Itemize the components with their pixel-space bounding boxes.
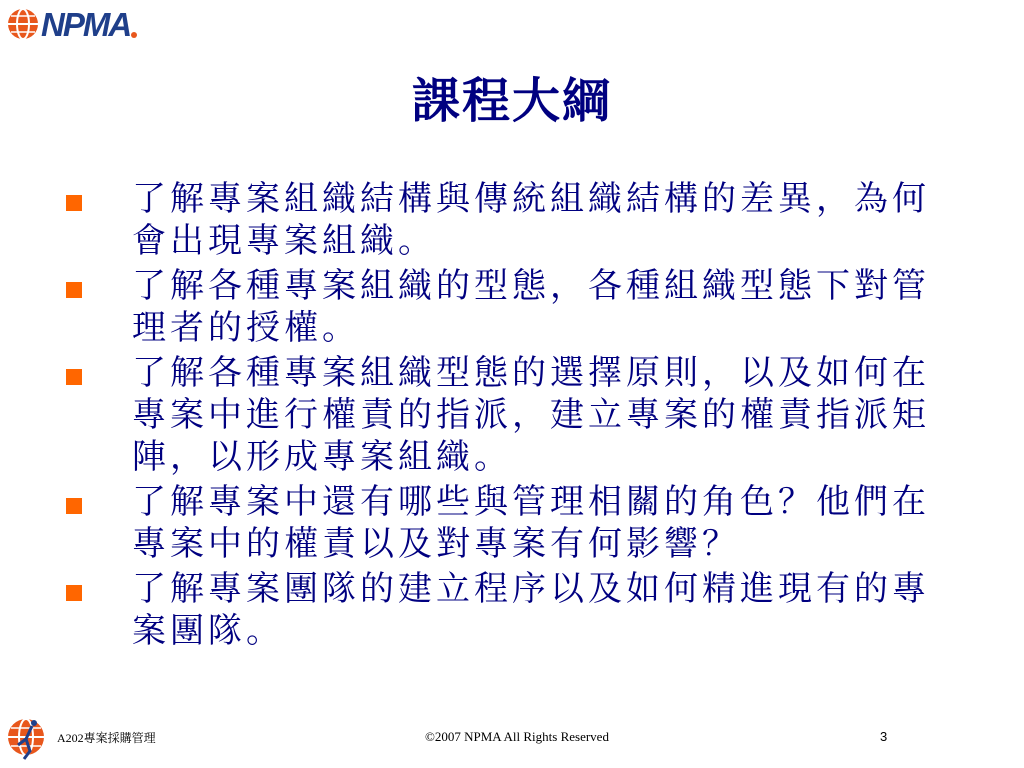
square-bullet-icon xyxy=(66,369,82,385)
globe-icon xyxy=(6,7,40,41)
bullet-text: 了解各種專案組織型態的選擇原則，以及如何在專案中進行權責的指派，建立專案的權責指派矩陣，以形成專案組織。 xyxy=(132,353,930,477)
copyright-text: ©2007 NPMA All Rights Reserved xyxy=(425,729,609,744)
logo-wordmark: NPMA xyxy=(41,5,131,43)
bullet-text: 了解專案中還有哪些與管理相關的角色？他們在專案中的權責以及對專案有何影響？ xyxy=(132,482,930,564)
bullet-item xyxy=(62,352,942,478)
square-bullet-icon xyxy=(66,195,82,211)
bullet-text: 了解專案組織結構與傳統組織結構的差異，為何會出現專案組織。 xyxy=(132,179,930,261)
bullet-item xyxy=(62,265,942,349)
square-bullet-icon xyxy=(66,585,82,601)
page-number: 3 xyxy=(880,729,888,744)
bullet-text: 了解專案團隊的建立程序以及如何精進現有的專案團隊。 xyxy=(132,569,930,651)
bullet-item xyxy=(62,568,942,652)
slide-title: 課程大綱 xyxy=(411,73,612,129)
course-label: A202專案採購管理 xyxy=(57,731,156,745)
slide-footer xyxy=(0,715,1024,765)
npma-globe-figure-icon xyxy=(4,715,48,763)
square-bullet-icon xyxy=(66,498,82,514)
square-bullet-icon xyxy=(66,282,82,298)
npma-logo xyxy=(6,4,137,44)
bullet-text: 了解各種專案組織的型態，各種組織型態下對管理者的授權。 xyxy=(132,266,930,348)
logo-dot xyxy=(131,32,137,38)
bullet-list xyxy=(62,178,942,655)
bullet-item xyxy=(62,481,942,565)
bullet-item xyxy=(62,178,942,262)
